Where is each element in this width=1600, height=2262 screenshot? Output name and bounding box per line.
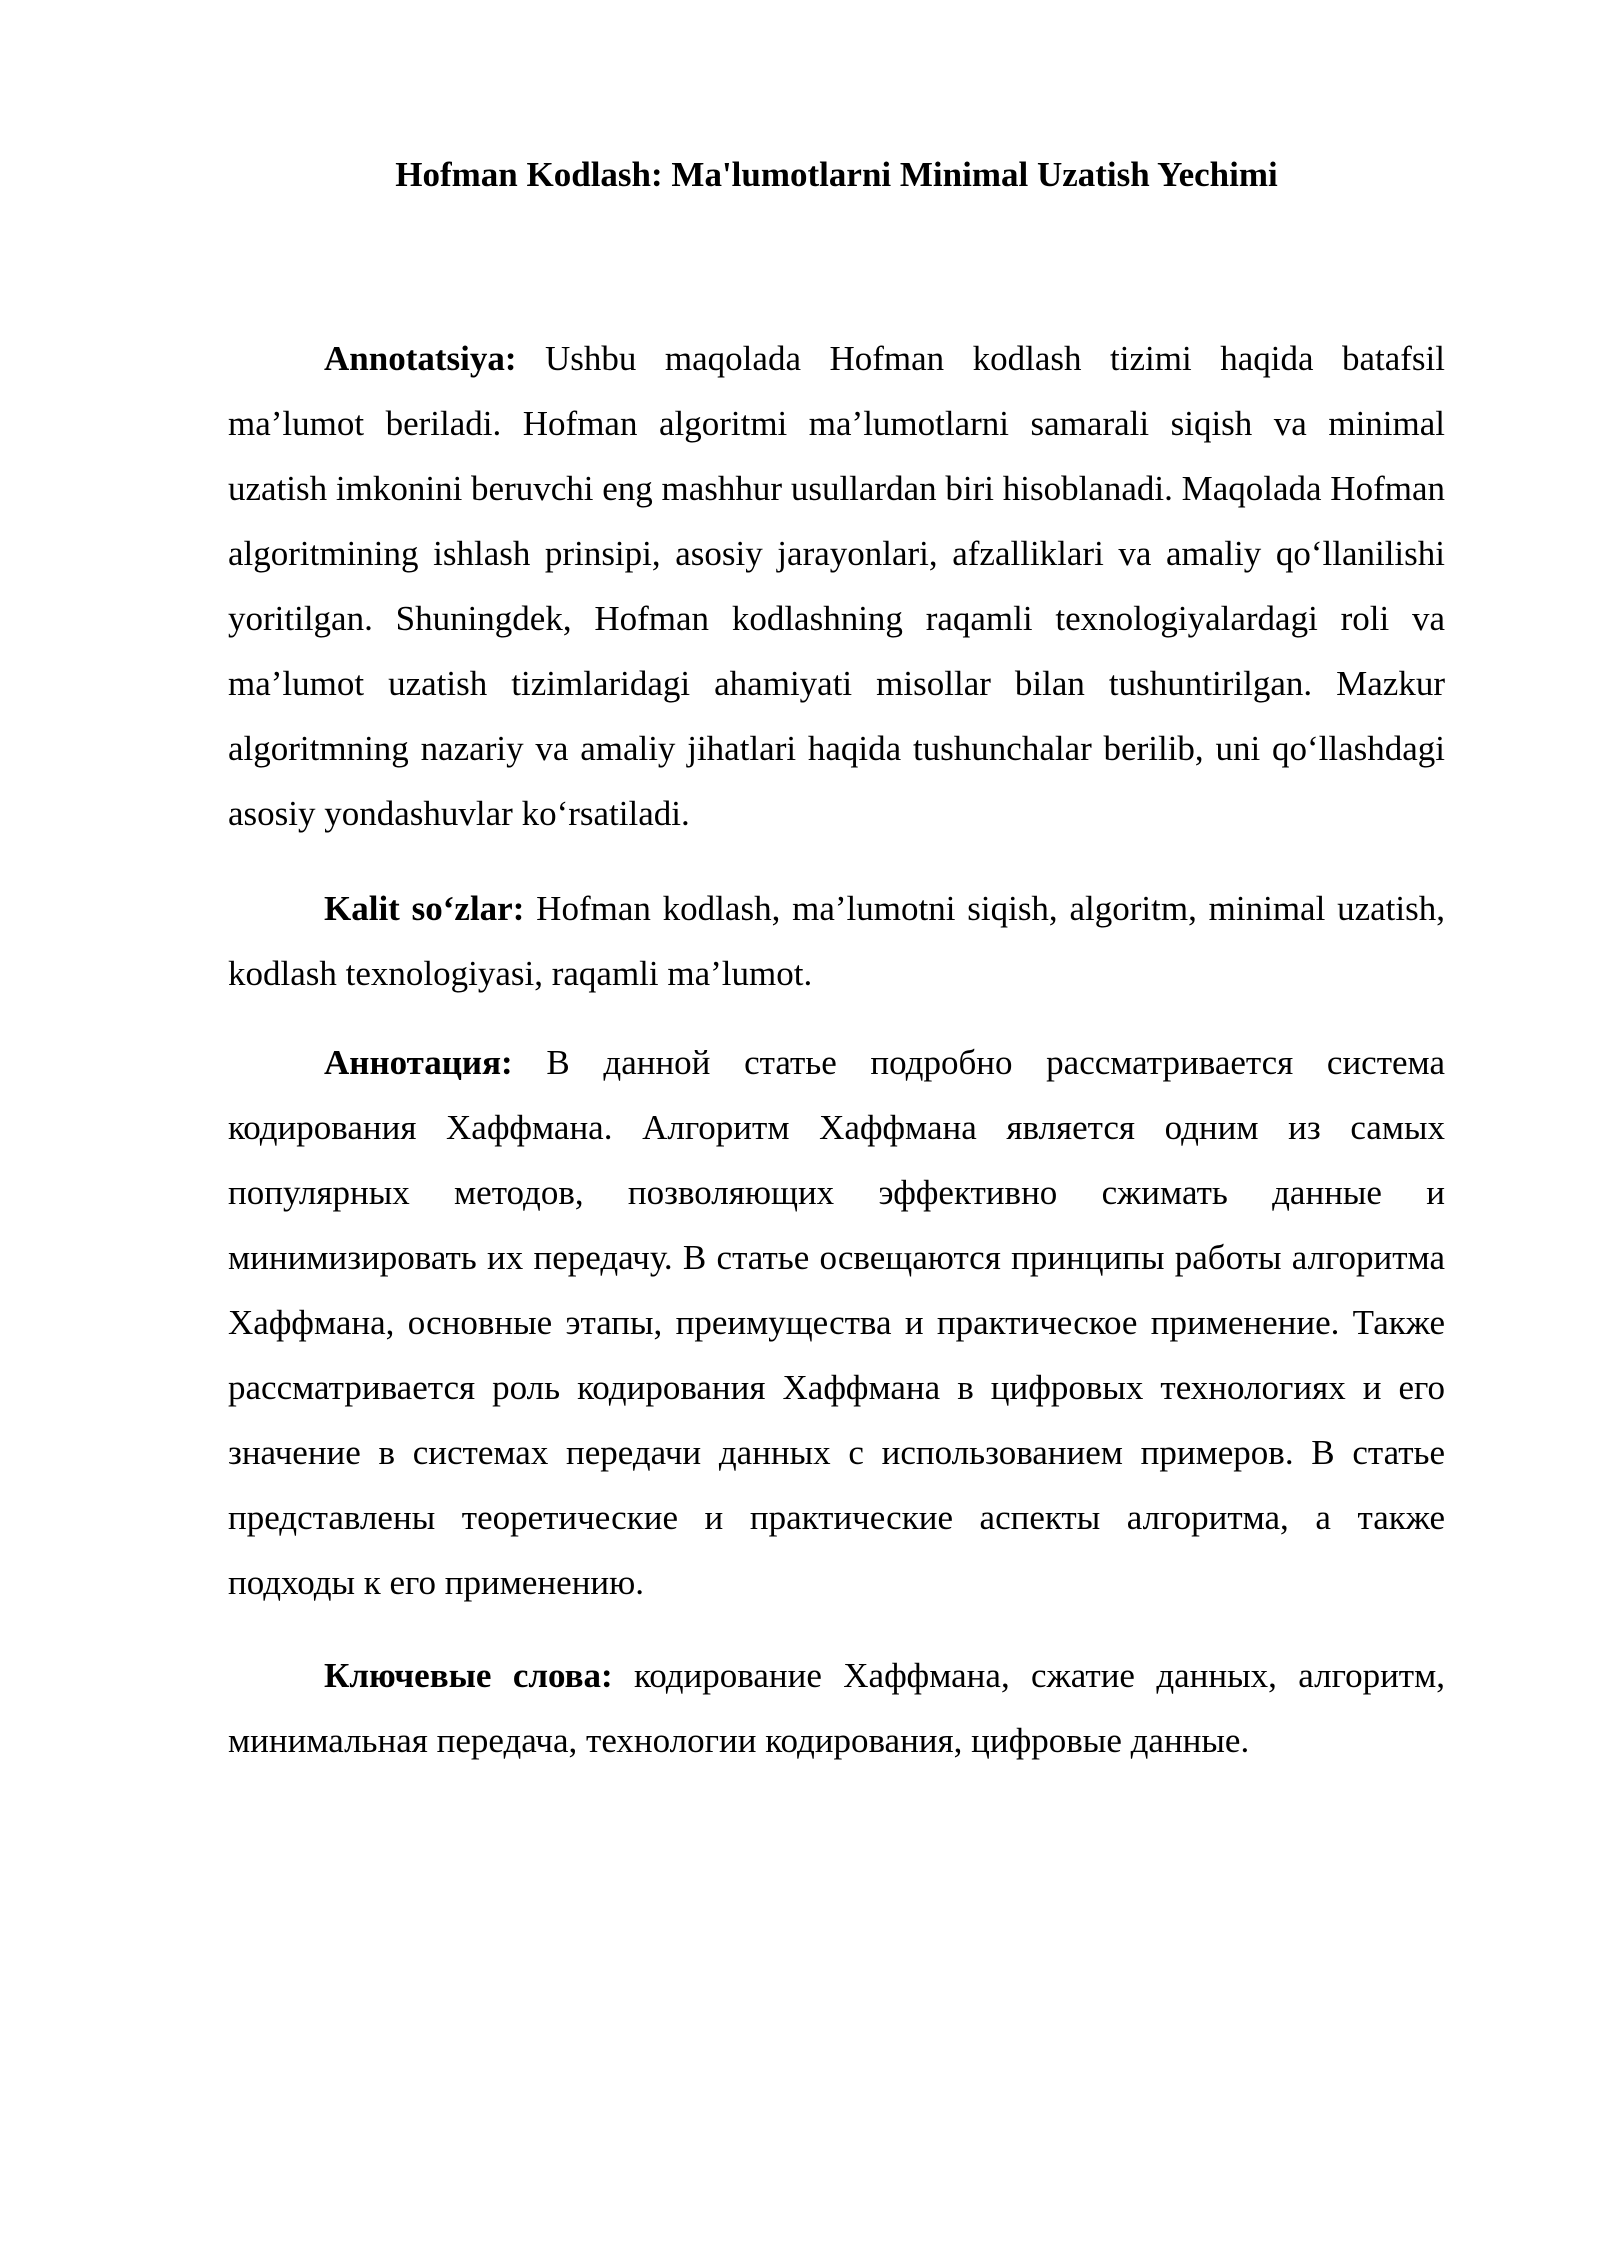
annotation-ru-text: В данной статье подробно рассматривается система кодирования Хаффмана. Алгоритм Хаффмана является одним из самых популярных методов, позволяющих эффективно сжимать данные и минимизировать их передачу. В статье освещаются принципы работы алгоритма Хаффмана, основные этапы, преимущества и практическое применение. Также рассматривается роль кодирования Хаффмана в цифровых технологиях и его значение в системах передачи данных с использованием примеров. В статье представлены теоретические и практические аспекты алгоритма, а также подходы к его применению. <box>228 1043 1445 1602</box>
keywords-uz-text: Hofman kodlash, ma’lumotni siqish, algoritm, minimal uzatish, kodlash texnologiyasi, raqamli ma’lumot. <box>228 889 1445 993</box>
annotation-uz-paragraph <box>228 326 1445 846</box>
keywords-ru-label: Ключевые слова: <box>324 1656 613 1695</box>
annotation-ru-label: Аннотация: <box>324 1043 513 1082</box>
annotation-uz-text: Ushbu maqolada Hofman kodlash tizimi haqida batafsil ma’lumot beriladi. Hofman algoritmi ma’lumotlarni samarali siqish va minimal uzatish imkonini beruvchi eng mashhur usullardan biri hisoblanadi. Maqolada Hofman algoritmining ishlash prinsipi, asosiy jarayonlari, afzalliklari va amaliy qo‘llanilishi yoritilgan. Shuningdek, Hofman kodlashning raqamli texnologiyalardagi roli va ma’lumot uzatish tizimlaridagi ahamiyati misollar bilan tushuntirilgan. Mazkur algoritmning nazariy va amaliy jihatlari haqida tushunchalar berilib, uni qo‘llashdagi asosiy yondashuvlar ko‘rsatiladi. <box>228 339 1445 833</box>
keywords-uz-paragraph <box>228 876 1445 1006</box>
annotation-uz-label: Annotatsiya: <box>324 339 517 378</box>
annotation-ru-paragraph <box>228 1030 1445 1615</box>
keywords-ru-paragraph <box>228 1643 1445 1773</box>
paper-title: Hofman Kodlash: Ma'lumotlarni Minimal Uzatish Yechimi <box>395 155 1278 194</box>
keywords-ru-text: кодирование Хаффмана, сжатие данных, алгоритм, минимальная передача, технологии кодирования, цифровые данные. <box>228 1656 1445 1760</box>
keywords-uz-label: Kalit so‘zlar: <box>324 889 525 928</box>
